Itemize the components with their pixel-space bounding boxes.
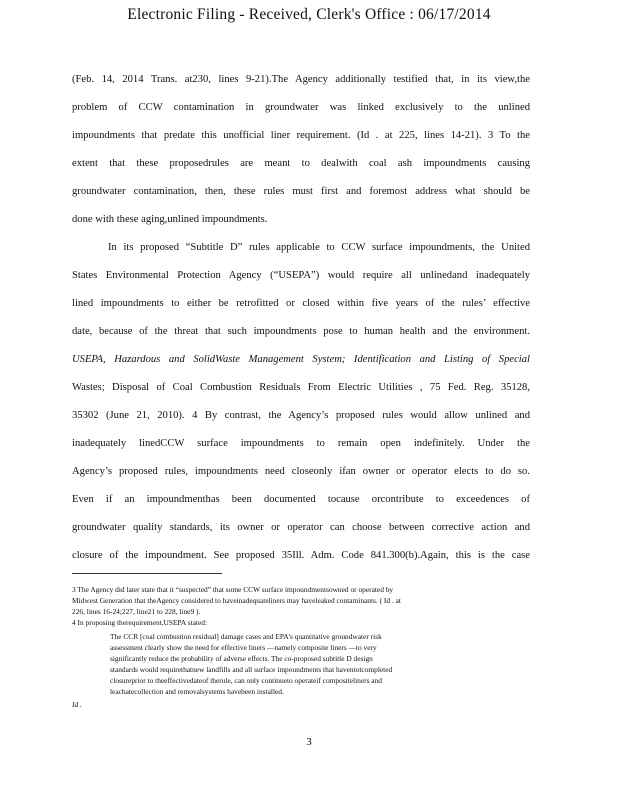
page-number: 3 bbox=[306, 736, 312, 748]
body-line: done with these aging,unlined impoundments. bbox=[72, 214, 268, 225]
body-line: Even if an impoundmenthas been documented tocause orcontribute to exceedences of bbox=[72, 494, 530, 505]
footnote-separator bbox=[72, 573, 222, 574]
body-line: closure of the impoundment. See proposed 35Ill. Adm. Code 841.300(b).Again, this is the case bbox=[72, 550, 530, 561]
footnote-quote-line: closureprior to theeffectivedateof therule, can only continueto operateif compositeliners and bbox=[110, 676, 382, 685]
footnote-line: Midwest Generation that theAgency considered to haveinadequateliners may haveleaked contaminants. ( Id . at bbox=[72, 596, 401, 605]
body-line: extent that these proposedrules are meant to dealwith coal ash impoundments causing bbox=[72, 158, 530, 169]
body-line: 35302 (June 21, 2010). 4 By contrast, the Agency’s proposed rules would allow unlined and bbox=[72, 410, 530, 421]
footnote-quote-line: assessment clearly show the need for effective liners —namely composite liners —to very bbox=[110, 643, 377, 652]
body-line: groundwater contamination, then, these rules must first and foremost address what should be bbox=[72, 186, 530, 197]
body-line: inadequately linedCCW surface impoundments to remain open indefinitely. Under the bbox=[72, 438, 530, 449]
footnote-line: 226, lines 16-24;227, line21 to 228, line9 ). bbox=[72, 607, 201, 616]
body-line: Wastes; Disposal of Coal Combustion Residuals From Electric Utilities , 75 Fed. Reg. 35128, bbox=[72, 382, 530, 393]
body-line: groundwater quality standards, its owner or operator can choose between corrective action and bbox=[72, 522, 530, 533]
footnote-line: 4 In proposing therequirement,USEPA stated: bbox=[72, 618, 208, 627]
body-line: In its proposed “Subtitle D” rules applicable to CCW surface impoundments, the United bbox=[108, 242, 530, 253]
body-line: lined impoundments to either be retrofitted or closed within five years of the rules’ effective bbox=[72, 298, 530, 309]
body-line: (Feb. 14, 2014 Trans. at230, lines 9-21).The Agency additionally testified that, in its view,the bbox=[72, 74, 530, 85]
footnote-quote-line: standards would requirethatnew landfills and all surface impoundments that haventotcompleted bbox=[110, 665, 393, 674]
footnote-quote-line: leachatecollection and removalsystems havebeen installed. bbox=[110, 687, 284, 696]
body-line: impoundments that predate this unofficial liner requirement. (Id . at 225, lines 14-21). 3 To the bbox=[72, 130, 530, 141]
filing-stamp-header: Electronic Filing - Received, Clerk's Office : 06/17/2014 bbox=[127, 6, 491, 23]
body-line: Agency’s proposed rules, impoundments need closeonly ifan owner or operator elects to do so. bbox=[72, 466, 530, 477]
footnote-line: 3 The Agency did later state that it “suspected” that some CCW surface impoundmentsowned or operated by bbox=[72, 585, 394, 594]
footnote-quote-line: significantly reduce the probability of adverse effects. The co-proposed subtitle D design bbox=[110, 654, 373, 663]
body-line: States Environmental Protection Agency (“USEPA”) would require all unlinedand inadequately bbox=[72, 270, 530, 281]
body-line: USEPA, Hazardous and SolidWaste Management System; Identification and Listing of Special bbox=[72, 354, 530, 365]
body-line: date, because of the threat that such impoundments pose to human health and the environment. bbox=[72, 326, 530, 337]
footnote-citation: Id . bbox=[72, 700, 82, 709]
body-line: problem of CCW contamination in groundwater was linked exclusively to the unlined bbox=[72, 102, 530, 113]
footnote-quote-line: The CCR [coal combustion residual] damage cases and EPA's quantitative groundwater risk bbox=[110, 632, 382, 641]
